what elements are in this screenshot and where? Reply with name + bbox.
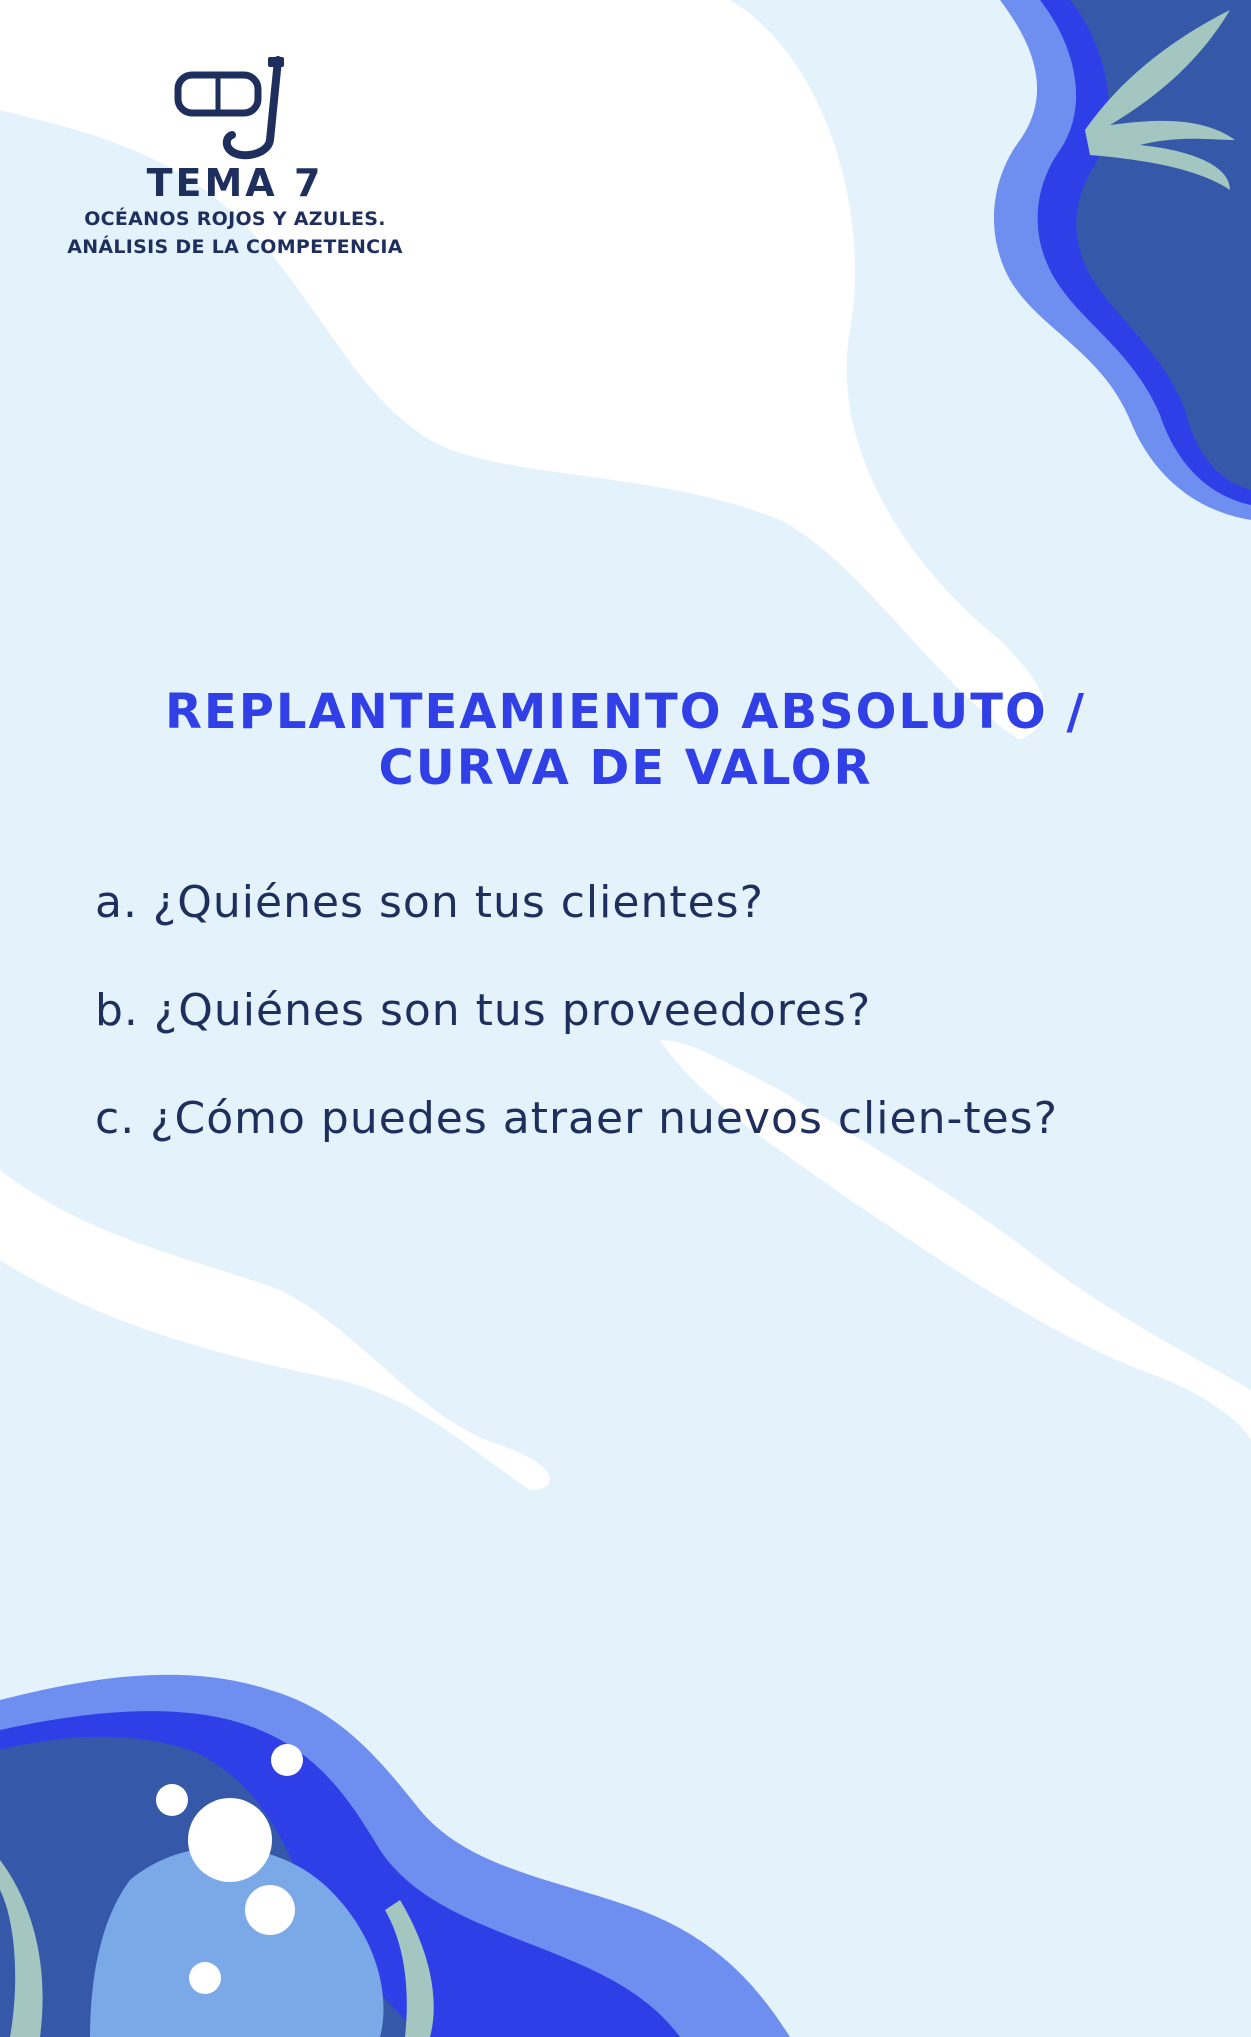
white-wave-mid — [0, 1170, 550, 1490]
question-item: b. ¿Quiénes son tus proveedores? — [95, 985, 872, 1036]
topic-subtitle-line1: OCÉANOS ROJOS Y AZULES. — [84, 208, 386, 230]
page-title-line1: REPLANTEAMIENTO ABSOLUTO / — [164, 684, 1087, 740]
question-item: a. ¿Quiénes son tus clientes? — [95, 877, 764, 928]
snorkel-mask-icon — [170, 55, 300, 165]
bubble — [189, 1962, 221, 1994]
topic-header — [30, 55, 440, 261]
bubble — [245, 1885, 295, 1935]
topic-number: TEMA 7 — [146, 161, 324, 205]
topic-subtitle-line2: ANÁLISIS DE LA COMPETENCIA — [67, 236, 403, 258]
page-title-line2: CURVA DE VALOR — [378, 740, 873, 796]
question-list — [95, 877, 1190, 1204]
bubble — [188, 1798, 272, 1882]
bubble — [271, 1744, 303, 1776]
bubble — [156, 1784, 188, 1816]
question-item: c. ¿Cómo puedes atraer nuevos clien-tes? — [95, 1093, 1058, 1144]
page-title — [60, 684, 1191, 796]
